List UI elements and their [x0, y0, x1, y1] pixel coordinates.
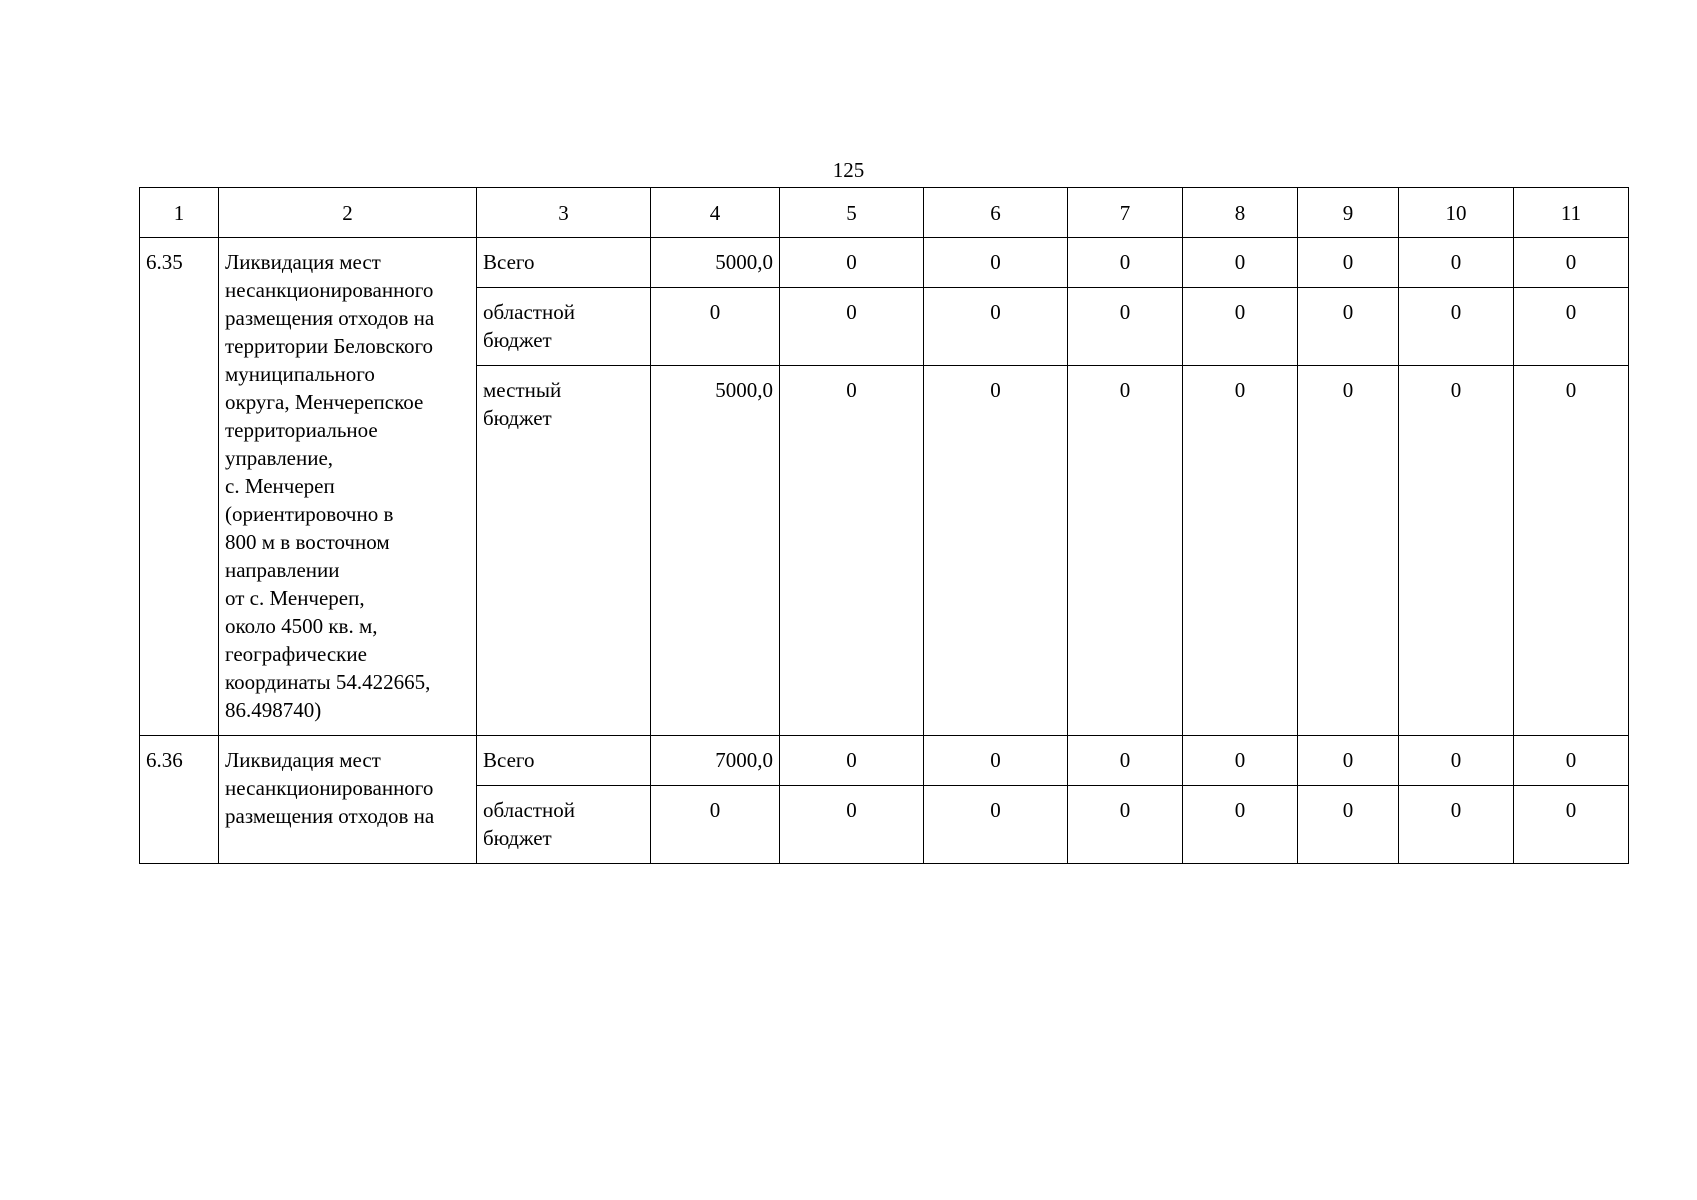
value-cell: 0	[1399, 366, 1514, 736]
item-name-line: несанкционированного	[225, 278, 434, 302]
total-cell: 0	[651, 288, 780, 366]
item-name-line: географические	[225, 642, 367, 666]
value-cell: 0	[1298, 736, 1399, 786]
item-name-line: Ликвидация мест	[225, 250, 381, 274]
item-number: 6.35	[140, 238, 219, 736]
funding-source-line: Всего	[483, 748, 535, 772]
value-cell: 0	[780, 238, 924, 288]
item-name-line: от с. Менчереп,	[225, 586, 365, 610]
value-cell: 0	[1399, 786, 1514, 864]
item-name-line: Ликвидация мест	[225, 748, 381, 772]
value-cell: 0	[1399, 288, 1514, 366]
table-row	[140, 736, 1629, 786]
value-cell: 0	[1068, 238, 1183, 288]
budget-table	[139, 187, 1629, 864]
header-cell: 9	[1298, 188, 1399, 238]
funding-source-line: бюджет	[483, 826, 552, 850]
value-cell: 0	[924, 238, 1068, 288]
value-cell: 0	[1399, 736, 1514, 786]
funding-source-line: бюджет	[483, 406, 552, 430]
funding-source-line: областной	[483, 798, 575, 822]
funding-source-line: бюджет	[483, 328, 552, 352]
item-name-line: (ориентировочно в	[225, 502, 394, 526]
total-cell: 5000,0	[651, 366, 780, 736]
total-cell: 5000,0	[651, 238, 780, 288]
funding-source	[477, 736, 651, 786]
value-cell: 0	[1514, 238, 1629, 288]
page-number: 125	[832, 158, 865, 182]
item-name	[219, 238, 477, 736]
value-cell: 0	[1068, 366, 1183, 736]
value-cell: 0	[1068, 786, 1183, 864]
value-cell: 0	[1068, 288, 1183, 366]
funding-source	[477, 238, 651, 288]
header-cell: 2	[219, 188, 477, 238]
value-cell: 0	[1183, 238, 1298, 288]
value-cell: 0	[780, 736, 924, 786]
item-name-line: территории Беловского	[225, 334, 434, 358]
item-name-line: около 4500 кв. м,	[225, 614, 378, 638]
item-name-line: размещения отходов на	[225, 306, 435, 330]
item-name-line: несанкционированного	[225, 776, 434, 800]
funding-source	[477, 288, 651, 366]
value-cell: 0	[1068, 736, 1183, 786]
value-cell: 0	[1514, 736, 1629, 786]
value-cell: 0	[1183, 366, 1298, 736]
value-cell: 0	[1298, 786, 1399, 864]
total-cell: 7000,0	[651, 736, 780, 786]
item-name	[219, 736, 477, 864]
item-number: 6.36	[140, 736, 219, 864]
funding-source-line: местный	[483, 378, 562, 402]
header-cell: 3	[477, 188, 651, 238]
header-cell: 5	[780, 188, 924, 238]
header-cell: 7	[1068, 188, 1183, 238]
value-cell: 0	[924, 736, 1068, 786]
item-name-line: координаты 54.422665,	[225, 670, 431, 694]
value-cell: 0	[1298, 366, 1399, 736]
header-cell: 6	[924, 188, 1068, 238]
value-cell: 0	[924, 786, 1068, 864]
value-cell: 0	[1514, 786, 1629, 864]
item-name-line: округа, Менчерепское	[225, 390, 424, 414]
value-cell: 0	[780, 786, 924, 864]
value-cell: 0	[1183, 288, 1298, 366]
value-cell: 0	[1183, 736, 1298, 786]
item-name-line: управление,	[225, 446, 334, 470]
funding-source-line: Всего	[483, 250, 535, 274]
value-cell: 0	[924, 366, 1068, 736]
table-row	[140, 238, 1629, 288]
item-name-line: с. Менчереп	[225, 474, 335, 498]
value-cell: 0	[1514, 288, 1629, 366]
item-name-line: 800 м в восточном	[225, 530, 390, 554]
value-cell: 0	[924, 288, 1068, 366]
funding-source	[477, 786, 651, 864]
header-cell: 11	[1514, 188, 1629, 238]
total-cell: 0	[651, 786, 780, 864]
value-cell: 0	[1183, 786, 1298, 864]
funding-source	[477, 366, 651, 736]
value-cell: 0	[780, 366, 924, 736]
value-cell: 0	[1298, 238, 1399, 288]
value-cell: 0	[780, 288, 924, 366]
header-cell: 1	[140, 188, 219, 238]
header-row	[140, 188, 1629, 238]
item-name-line: территориальное	[225, 418, 378, 442]
header-cell: 4	[651, 188, 780, 238]
item-name-line: 86.498740)	[225, 698, 322, 722]
item-name-line: размещения отходов на	[225, 804, 435, 828]
value-cell: 0	[1514, 366, 1629, 736]
funding-source-line: областной	[483, 300, 575, 324]
item-name-line: муниципального	[225, 362, 375, 386]
header-cell: 10	[1399, 188, 1514, 238]
value-cell: 0	[1399, 238, 1514, 288]
header-cell: 8	[1183, 188, 1298, 238]
item-name-line: направлении	[225, 558, 340, 582]
value-cell: 0	[1298, 288, 1399, 366]
